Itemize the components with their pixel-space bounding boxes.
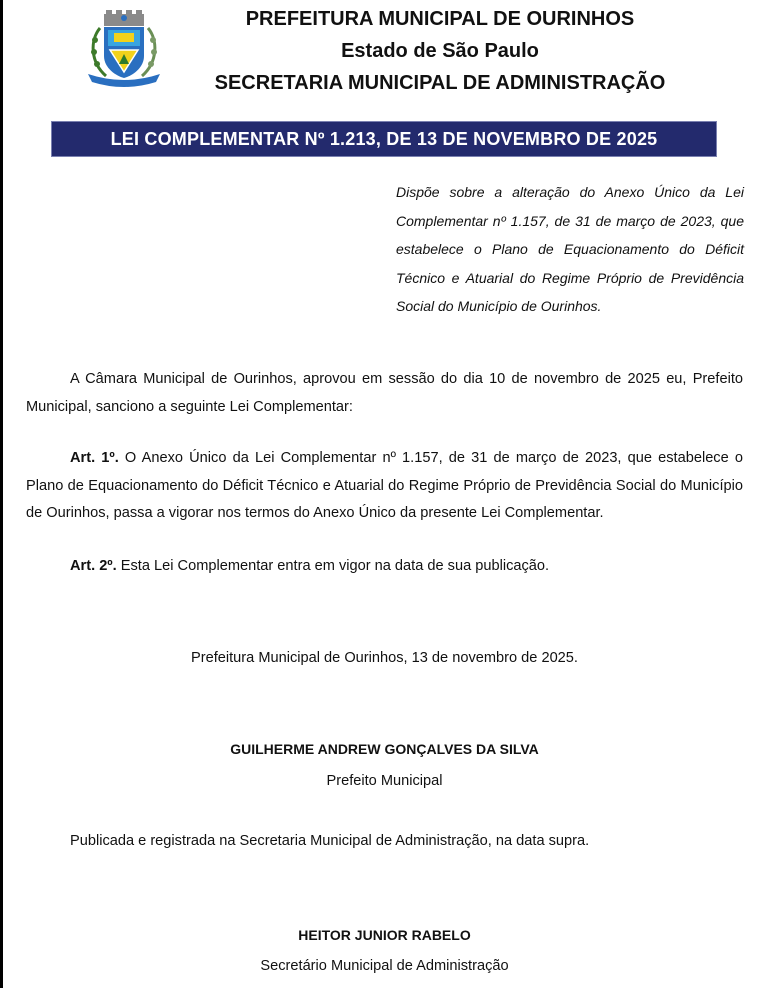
header-state: Estado de São Paulo: [341, 40, 539, 62]
mayor-name: GUILHERME ANDREW GONÇALVES DA SILVA: [230, 741, 539, 757]
article-2: [26, 553, 743, 581]
coat-of-arms-icon: [86, 10, 162, 90]
secretary-name: HEITOR JUNIOR RABELO: [298, 927, 471, 943]
preamble-paragraph: [26, 366, 743, 421]
article-2-text: Esta Lei Complementar entra em vigor na data de sua publicação.: [116, 558, 550, 574]
article-1: [26, 445, 743, 528]
secretary-role: Secretário Municipal de Administração: [260, 958, 509, 974]
preamble-text: A Câmara Municipal de Ourinhos, aprovou em sessão do dia 10 de novembro de 2025 eu, Prefeito Municipal, sanciono a seguinte Lei Complementar:: [26, 371, 743, 415]
law-summary: Dispõe sobre a alteração do Anexo Único da Lei Complementar nº 1.157, de 31 de março de 2023, que estabelece o Plano de Equacionamento do Déficit Técnico e Atuarial do Regime Próprio de Previdência Social do Município de Ourinhos.: [396, 184, 744, 315]
article-1-label: Art. 1º.: [70, 450, 119, 466]
header-municipality: PREFEITURA MUNICIPAL DE OURINHOS: [245, 8, 635, 30]
law-title-banner: [51, 121, 717, 157]
law-title: LEI COMPLEMENTAR Nº 1.213, DE 13 DE NOVEMBRO DE 2025: [110, 128, 658, 149]
publication-note: Publicada e registrada na Secretaria Municipal de Administração, na data supra.: [70, 833, 590, 849]
mayor-role: Prefeito Municipal: [326, 773, 443, 789]
left-edge-bar: [0, 0, 3, 988]
place-date: Prefeitura Municipal de Ourinhos, 13 de novembro de 2025.: [191, 650, 578, 666]
article-2-label: Art. 2º.: [70, 558, 117, 574]
header-secretariat: SECRETARIA MUNICIPAL DE ADMINISTRAÇÃO: [214, 72, 666, 94]
article-1-text: O Anexo Único da Lei Complementar nº 1.157, de 31 de março de 2023, que estabelece o Plano de Equacionamento do Déficit Técnico e Atuarial do Regime Próprio de Previdência Social do Município de Ourinhos, passa a vigorar nos termos do Anexo Único da presente Lei Complementar.: [26, 450, 743, 521]
